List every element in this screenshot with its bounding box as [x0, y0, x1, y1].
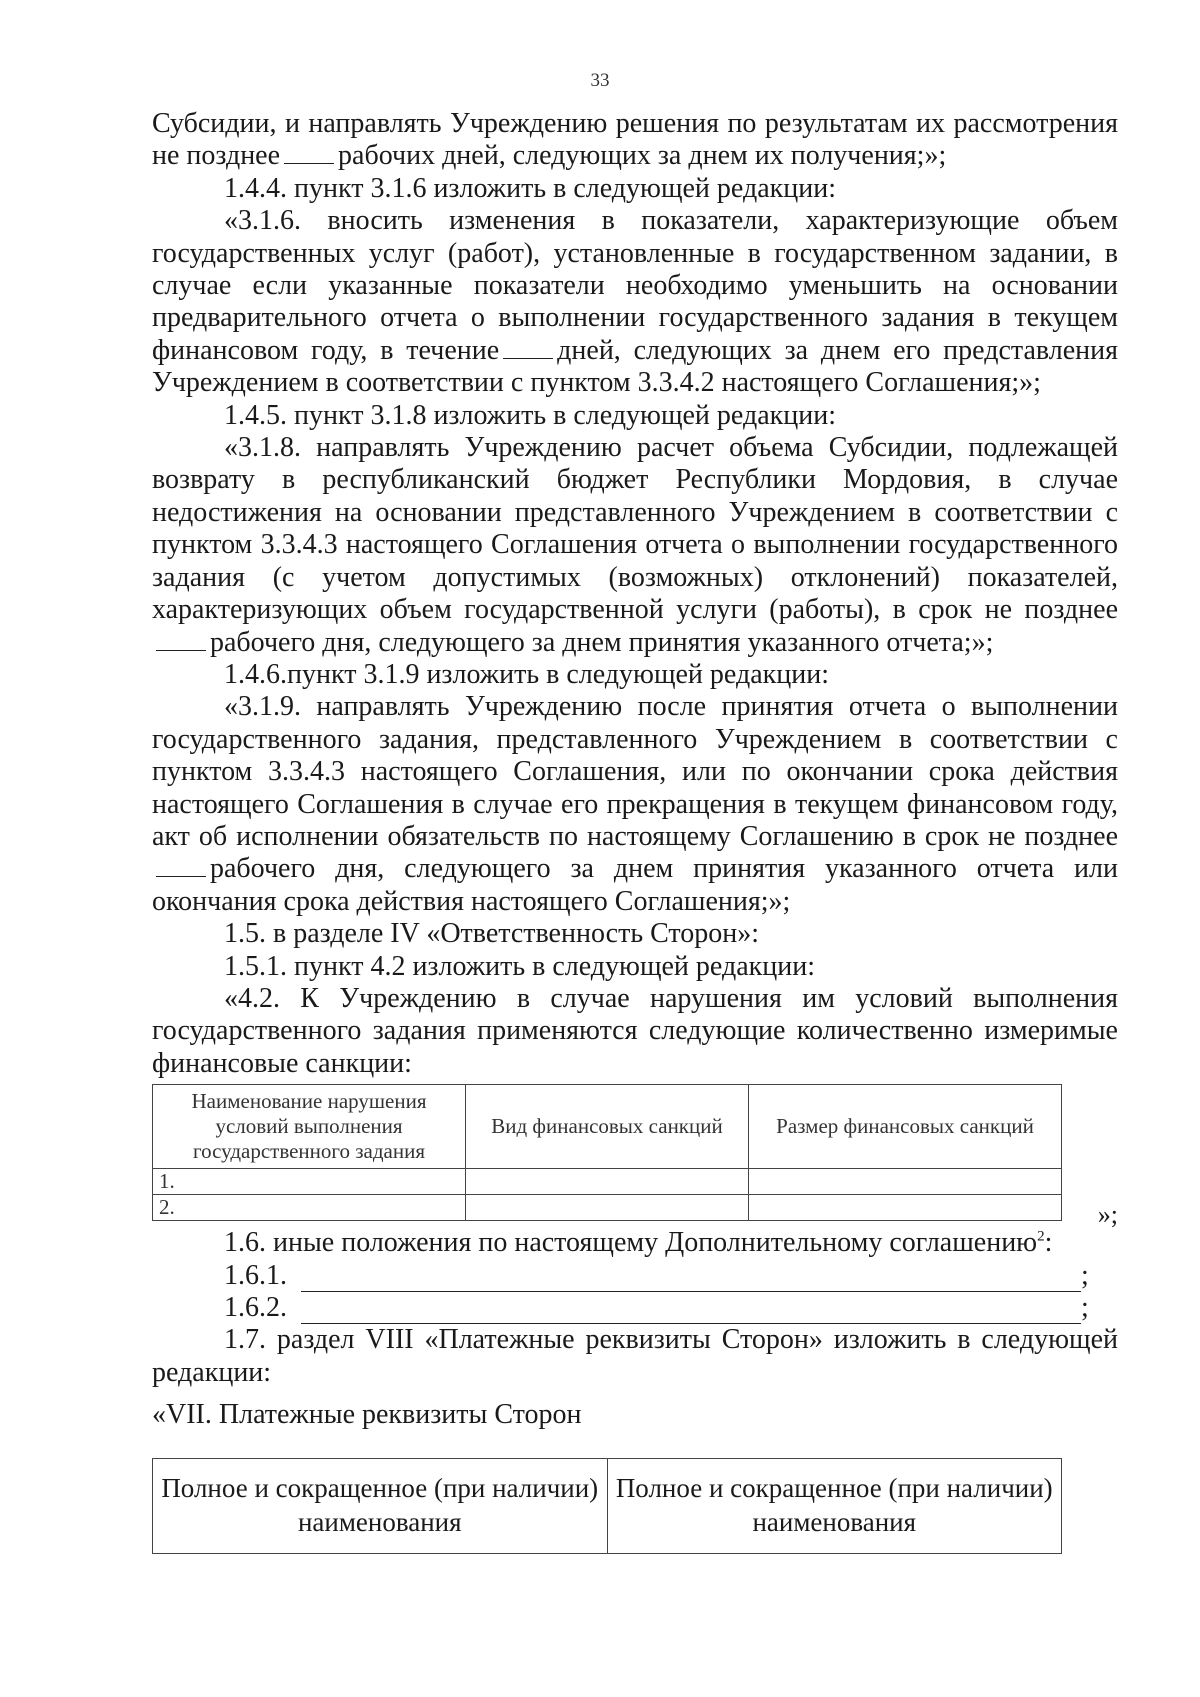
- sanctions-table-wrap: [152, 1084, 1118, 1229]
- paragraph: «3.1.9. направлять Учреждению после принятия отчета о выполнении государственного задания, представленного Учреждением в соответствии с пунктом 3.3.4.3 настоящего Соглашения, или по окончании срока действия настоящего Соглашения в случае его прекращения в текущем финансовом году, акт об исполнении обязательств по настоящему Соглашению в срок не позднее рабочего дня, следующего за днем принятия указанного отчета или окончания срока действия настоящего Соглашения;»;: [152, 691, 1118, 917]
- blank-line: [503, 357, 553, 359]
- sanctions-table: [152, 1084, 1062, 1221]
- document-body: [152, 108, 1118, 1554]
- table-cell: [749, 1169, 1062, 1195]
- table-cell: 2.: [153, 1195, 466, 1221]
- blank-line: [156, 875, 206, 877]
- table-cell: 1.: [153, 1169, 466, 1195]
- table-cell: [466, 1169, 749, 1195]
- blank-line: [284, 162, 334, 164]
- paragraph: 1.7. раздел VIII «Платежные реквизиты Сторон» изложить в следующей редакции:: [152, 1324, 1118, 1388]
- paragraph: «4.2. К Учреждению в случае нарушения им условий выполнения государственного задания применяются следующие количественно измеримые финансовые санкции:: [152, 982, 1118, 1079]
- table-cell: [466, 1195, 749, 1221]
- table-row: [153, 1458, 1062, 1553]
- page-number: 33: [590, 70, 610, 91]
- paragraph: 1.6. иные положения по настоящему Дополнительному соглашению$^2$:: [224, 1227, 1053, 1259]
- table-cell: [749, 1195, 1062, 1221]
- paragraph: 1.5. в разделе IV «Ответственность Сторон»:: [224, 918, 760, 950]
- table-cell: Полное и сокращенное (при наличии) наименования: [153, 1458, 608, 1553]
- table-header: Наименование нарушения условий выполнения государственного задания: [153, 1085, 466, 1169]
- section-title: «VII. Платежные реквизиты Сторон: [152, 1399, 582, 1431]
- requisites-table: [152, 1458, 1062, 1554]
- blank-line: [301, 1297, 1081, 1324]
- table-row: [153, 1195, 1062, 1221]
- blank-line: [156, 649, 206, 651]
- paragraph: 1.4.6.пункт 3.1.9 изложить в следующей редакции:: [224, 658, 829, 690]
- table-header: Вид финансовых санкций: [466, 1085, 749, 1169]
- table-cell: Полное и сокращенное (при наличии) наименования: [607, 1458, 1062, 1553]
- quote-close: »;: [1097, 1199, 1118, 1229]
- paragraph: «3.1.8. направлять Учреждению расчет объема Субсидии, подлежащей возврату в республиканский бюджет Республики Мордовия, в случае недостижения на основании представленного Учреждением в соответствии с пунктом 3.3.4.3 настоящего Соглашения отчета о выполнении государственного задания (с учетом допустимых (возможных) отклонений) показателей, характеризующих объем государственной услуги (работы), в срок не позднеерабочего дня, следующего за днем принятия указанного отчета;»;: [152, 432, 1118, 658]
- paragraph: 1.4.5. пункт 3.1.8 изложить в следующей редакции:: [224, 399, 836, 431]
- paragraph: 1.4.4. пункт 3.1.6 изложить в следующей редакции:: [224, 172, 836, 204]
- footnote-mark: 2: [1037, 1228, 1045, 1245]
- blank-item-2: 1.6.2. ;: [224, 1292, 1089, 1323]
- table-row: [153, 1169, 1062, 1195]
- table-header: Размер финансовых санкций: [749, 1085, 1062, 1169]
- blank-line: [301, 1265, 1081, 1292]
- paragraph: Субсидии, и направлять Учреждению решения по результатам их рассмотрения не позднее рабочих дней, следующих за днем их получения;»;: [152, 108, 1118, 172]
- paragraph: «3.1.6. вносить изменения в показатели, характеризующие объем государственных услуг (работ), установленные в государственном задании, в случае если указанные показатели необходимо уменьшить на основании предварительного отчета о выполнении государственного задания в текущем финансовом году, в течение дней, следующих за днем его представления Учреждением в соответствии с пунктом 3.3.4.2 настоящего Соглашения;»;: [152, 205, 1118, 399]
- paragraph: 1.5.1. пункт 4.2 изложить в следующей редакции:: [224, 950, 815, 982]
- blank-item-1: 1.6.1. ;: [224, 1259, 1089, 1291]
